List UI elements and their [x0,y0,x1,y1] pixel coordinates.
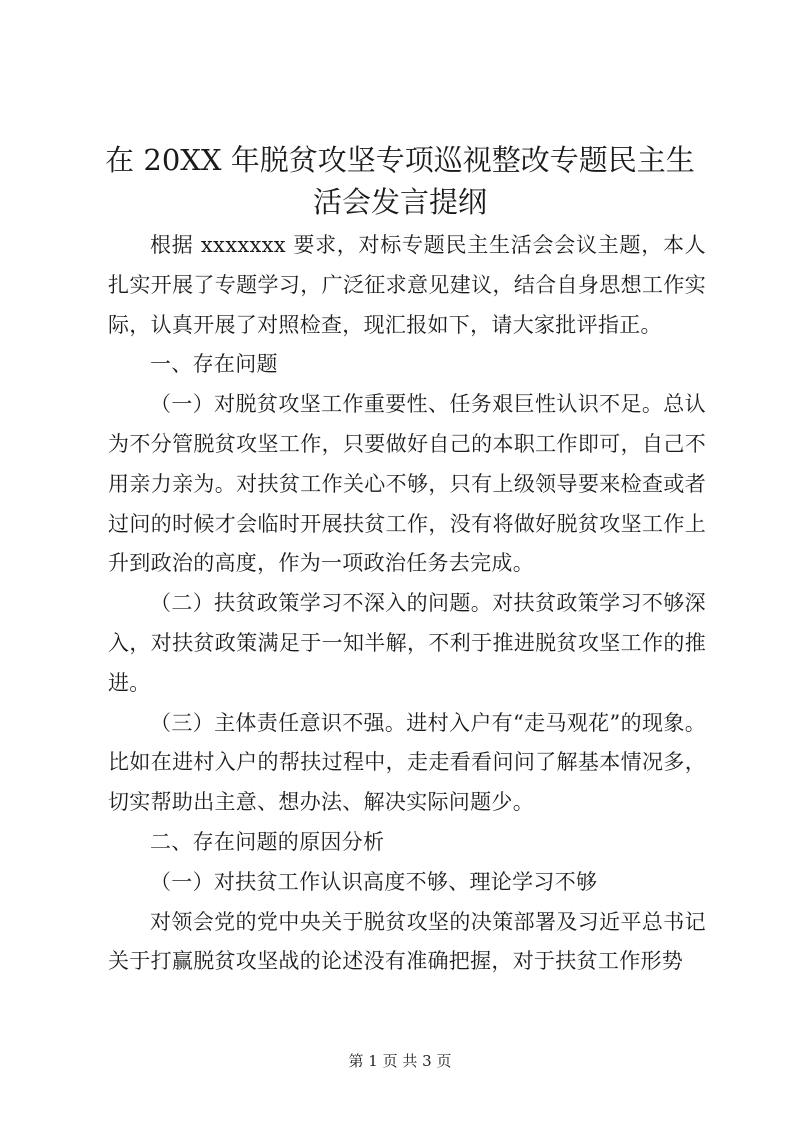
problem-2-paragraph: （二）扶贫政策学习不深入的问题。对扶贫政策学习不够深入，对扶贫政策满足于一知半解，不利于推进脱贫攻坚工作的推进。 [108,591,706,695]
cause-1-paragraph: 对领会党的党中央关于脱贫攻坚的决策部署及习近平总书记关于打赢脱贫攻坚战的论述没有准确把握，对于扶贫工作形势 [108,909,706,974]
section-heading-problems: 一、存在问题 [150,352,278,377]
cause-1-heading: （一）对扶贫工作认识高度不够、理论学习不够 [150,869,598,894]
document-title-line-1: 在 20XX 年脱贫攻坚专项巡视整改专题民主生 [105,143,695,177]
intro-paragraph: 根据 xxxxxxx 要求，对标专题民主生活会会议主题，本人扎实开展了专题学习，广泛征求意见建议，结合自身思想工作实际，认真开展了对照检查，现汇报如下，请大家批评指正。 [108,233,706,337]
document-title-line-2: 活会发言提纲 [312,185,487,219]
problem-3-paragraph: （三）主体责任意识不强。进村入户有“走马观花”的现象。比如在进村入户的帮扶过程中，走走看看问问了解基本情况多，切实帮助出主意、想办法、解决实际问题少。 [108,710,706,815]
problem-1-paragraph: （一）对脱贫攻坚工作重要性、任务艰巨性认识不足。总认为不分管脱贫攻坚工作，只要做好自己的本职工作即可，自己不用亲力亲为。对扶贫工作关心不够，只有上级领导要来检查或者过问的时候才会临时开展扶贫工作，没有将做好脱贫攻坚工作上升到政治的高度，作为一项政治任务去完成。 [108,392,706,576]
document-body [108,226,706,982]
section-heading-causes: 二、存在问题的原因分析 [150,829,385,854]
page-footer: 第 1 页 共 3 页 [348,1052,452,1070]
